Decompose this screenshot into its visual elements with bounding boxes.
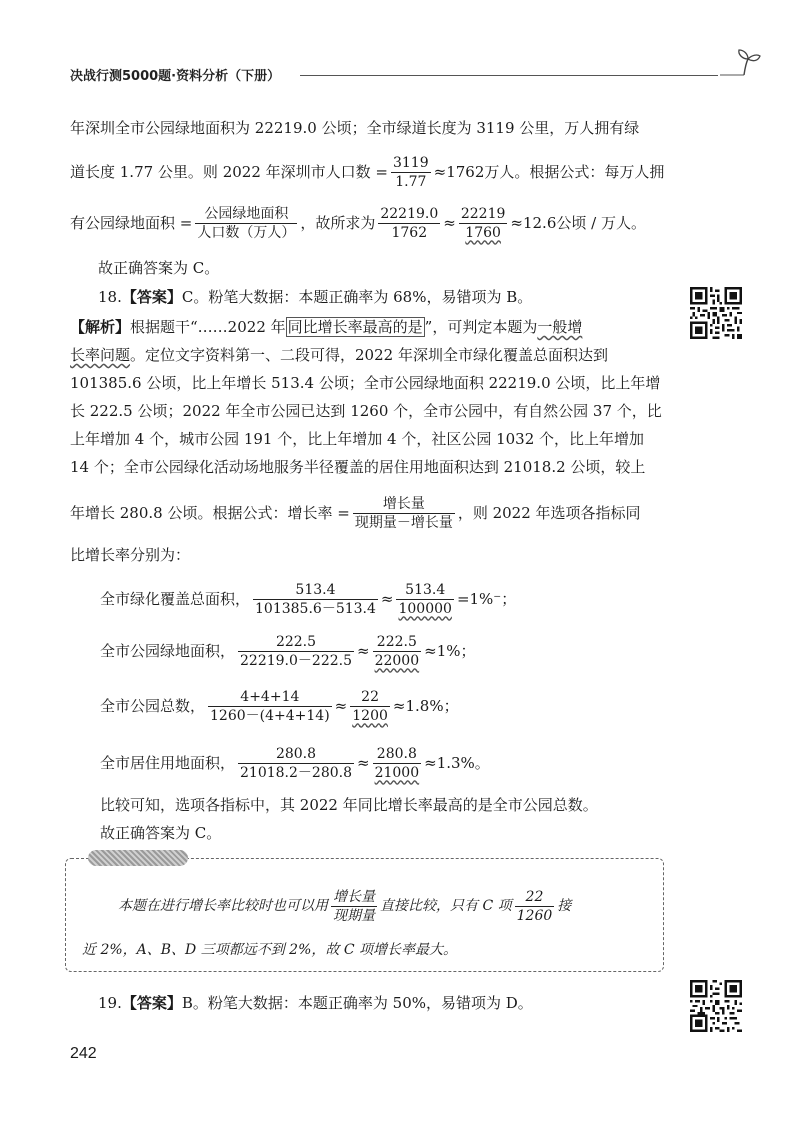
fraction-numerator: 增长量	[333, 888, 375, 905]
text-span: 道长度 1.77 公里。则 2022 年深圳市人口数 =	[70, 163, 388, 181]
fraction-denominator: 101385.6－513.4	[255, 600, 376, 617]
fraction-denominator: 1.77	[395, 173, 427, 190]
fraction	[459, 205, 508, 242]
fraction	[378, 205, 440, 242]
analysis-line: 101385.6 公顷，比上年增长 513.4 公顷；全市公园绿地面积 22219.0 公顷，比上年增	[70, 374, 661, 392]
fraction-denominator: 21000	[374, 764, 420, 781]
approx-symbol: ≈	[357, 642, 370, 660]
approx-symbol: ≈	[357, 754, 370, 772]
fraction-numerator: 222.5	[373, 633, 422, 652]
qr-code-icon[interactable]	[690, 980, 742, 1032]
fraction-numerator: 公园绿地面积	[195, 205, 297, 224]
approx-symbol: ≈	[380, 590, 394, 608]
fraction-denominator: 1762	[391, 224, 428, 241]
conclusion-line: 故正确答案为 C。	[100, 824, 222, 842]
answer-text: B。粉笔大数据：本题正确率为 50%，易错项为 D。	[181, 994, 533, 1012]
comparison-line: 比较可知，选项各指标中，其 2022 年同比增长率最高的是全市公园总数。	[100, 796, 598, 814]
fraction-denominator: 22000	[374, 652, 420, 669]
approx-symbol: ≈	[443, 214, 456, 232]
fraction-numerator: 22	[350, 688, 390, 707]
text-span: 有公园绿地面积 =	[70, 214, 193, 232]
fraction	[391, 154, 431, 191]
calc-label: 全市绿化覆盖总面积，	[100, 590, 251, 608]
header-rule	[300, 75, 718, 76]
fraction-numerator: 22	[515, 888, 555, 907]
calc-row	[100, 742, 490, 784]
fraction	[515, 888, 555, 925]
fraction	[238, 745, 354, 782]
question-number: 19.	[98, 994, 122, 1012]
fraction	[353, 495, 455, 532]
text-span: 接	[557, 898, 572, 914]
running-header-title: 决战行测5000题·资料分析（下册）	[70, 69, 281, 84]
calc-result: ≈1.8%；	[392, 697, 459, 715]
fraction	[253, 581, 378, 618]
fraction-numerator: 增长量	[353, 495, 455, 514]
question-type-underlined: 一般增	[537, 318, 583, 336]
fraction-numerator: 22219.0	[380, 205, 439, 222]
fraction-denominator: 人口数（万人）	[197, 224, 296, 241]
approx-symbol: ≈	[334, 697, 348, 715]
fraction-denominator: 100000	[398, 600, 452, 617]
analysis-line: 上年增加 4 个，城市公园 191 个，比上年增加 4 个，社区公园 1032 个，比上年增加	[70, 430, 645, 448]
calc-row	[100, 578, 516, 620]
fraction-numerator: 3119	[392, 154, 429, 171]
fraction-numerator: 22219	[460, 205, 506, 222]
fraction-denominator: 21018.2－280.8	[240, 764, 352, 781]
fraction-numerator: 280.8	[238, 745, 354, 764]
calc-label: 全市公园总数，	[100, 697, 206, 715]
text-span: ，故所求为	[300, 214, 376, 232]
fraction-numerator: 513.4	[253, 581, 378, 600]
answer-line-19	[98, 993, 533, 1013]
tip-line: 近 2%，A、B、D 三项都远不到 2%，故 C 项增长率最大。	[82, 942, 458, 958]
text-span: 。定位文字资料第一、二段可得，2022 年深圳全市绿化覆盖总面积达到	[130, 346, 608, 364]
question-number: 18.	[98, 288, 122, 306]
fraction	[350, 688, 390, 725]
fraction-denominator: 22219.0－222.5	[240, 652, 352, 669]
text-span: ，则 2022 年选项各指标同	[457, 504, 641, 522]
page-number: 242	[70, 1045, 97, 1062]
leaf-sprout-icon	[718, 48, 762, 82]
fraction	[373, 633, 422, 670]
tip-badge	[88, 850, 188, 866]
keyword-boxed: 同比增长率最高的是	[287, 318, 423, 336]
conclusion-line: 故正确答案为 C。	[98, 259, 220, 277]
fraction-denominator: 现期量	[333, 907, 375, 924]
fraction-numerator: 222.5	[238, 633, 354, 652]
text-span: ≈12.6公顷 / 万人。	[510, 214, 646, 232]
text-span: 年增长 280.8 公顷。根据公式：增长率 =	[70, 504, 350, 522]
calc-result: =1%⁻；	[456, 590, 517, 608]
fraction	[373, 745, 422, 782]
fraction-denominator: 现期量－增长量	[354, 514, 453, 531]
calc-result: ≈1%；	[424, 642, 476, 660]
text-line: 年深圳全市公园绿地面积为 22219.0 公顷；全市绿道长度为 3119 公里，万人拥有绿	[70, 119, 640, 137]
calc-result: ≈1.3%。	[424, 754, 490, 772]
qr-code-icon[interactable]	[690, 287, 742, 339]
fraction-numerator: 4+4+14	[208, 688, 332, 707]
fraction-numerator: 280.8	[373, 745, 422, 764]
fraction-denominator: 1260	[516, 907, 553, 924]
answer-tag: 【答案】	[121, 994, 182, 1012]
fraction-numerator: 513.4	[396, 581, 453, 600]
analysis-tag: 【解析】	[70, 318, 131, 336]
text-span: ≈1762万人。根据公式：每万人拥	[433, 163, 665, 181]
formula-line	[70, 495, 641, 531]
calc-label: 全市居住用地面积，	[100, 754, 236, 772]
fraction-denominator: 1260－(4+4+14)	[210, 707, 330, 724]
fraction	[195, 205, 297, 242]
text-span: ”，可判定本题为	[424, 318, 538, 336]
answer-text: C。粉笔大数据：本题正确率为 68%，易错项为 B。	[181, 288, 533, 306]
fraction-denominator: 1200	[352, 707, 388, 724]
fraction	[331, 888, 377, 925]
text-span: 根据题干“……2022 年	[130, 318, 286, 336]
text-span: 直接比较，只有 C 项	[380, 898, 512, 914]
calc-row	[100, 685, 459, 727]
fraction-denominator: 1760	[465, 224, 501, 241]
answer-line-18	[98, 287, 532, 307]
analysis-line: 比增长率分别为：	[70, 546, 191, 564]
fraction	[396, 581, 453, 618]
calc-row	[100, 630, 476, 672]
fraction	[238, 633, 354, 670]
analysis-line	[70, 317, 582, 337]
analysis-line	[70, 345, 608, 365]
text-line-with-fraction	[70, 205, 646, 241]
text-span: 本题在进行增长率比较时也可以用	[118, 898, 328, 914]
question-type-underlined: 长率问题	[70, 346, 131, 364]
fraction	[208, 688, 332, 725]
text-line-with-fraction	[70, 154, 664, 190]
calc-label: 全市公园绿地面积，	[100, 642, 236, 660]
answer-tag: 【答案】	[121, 288, 182, 306]
tip-line	[118, 885, 571, 927]
analysis-line: 14 个；全市公园绿化活动场地服务半径覆盖的居住用地面积达到 21018.2 公顷，较上	[70, 458, 646, 476]
analysis-line: 长 222.5 公顷；2022 年全市公园已达到 1260 个，全市公园中，有自然公园 37 个，比	[70, 402, 662, 420]
